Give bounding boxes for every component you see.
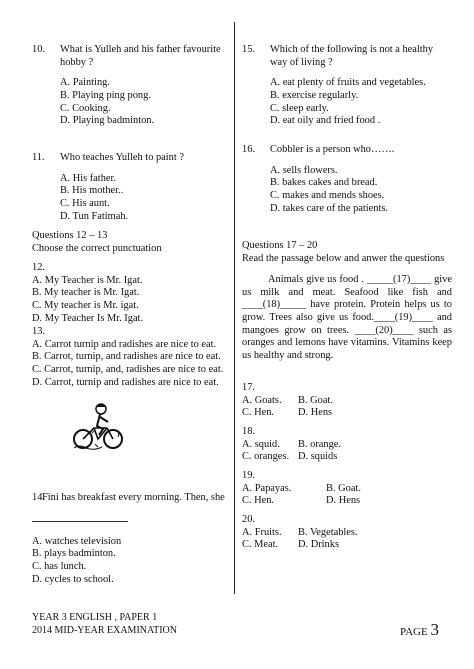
option-d[interactable]: D. cycles to school. bbox=[32, 573, 114, 585]
option-c[interactable]: C. His aunt. bbox=[60, 198, 110, 210]
options bbox=[242, 439, 452, 464]
question-number: 13. bbox=[32, 326, 45, 337]
option-d[interactable]: D. Carrot, turnip and radishes are nice to eat. bbox=[32, 376, 219, 388]
option-b[interactable]: B. Goat. bbox=[298, 394, 333, 406]
question-number: 11. bbox=[32, 152, 45, 163]
option-b[interactable]: B. bakes cakes and bread. bbox=[270, 177, 378, 189]
question-text: Fini has breakfast every morning. Then, she bbox=[42, 492, 225, 503]
option-d[interactable]: D. eat oily and fried food . bbox=[270, 115, 381, 127]
options bbox=[242, 77, 452, 128]
question-14 bbox=[32, 492, 228, 586]
option-d[interactable]: D. Playing badminton. bbox=[60, 115, 155, 127]
question-text: Which of the following is not a healthy way of living ? bbox=[270, 44, 434, 68]
option-b[interactable]: B. My teacher is Mr. Igat. bbox=[32, 287, 140, 299]
option-c[interactable]: C. Hen. bbox=[242, 495, 275, 507]
question-number: 18. bbox=[242, 426, 255, 437]
option-a[interactable]: A. Fruits. bbox=[242, 526, 282, 538]
option-c[interactable]: C. Meat. bbox=[242, 539, 279, 551]
page-label: PAGE bbox=[400, 626, 428, 638]
option-d[interactable]: D. My Teacher Is Mr. Igat. bbox=[32, 312, 144, 324]
option-a[interactable]: A. sells flowers. bbox=[270, 164, 338, 176]
option-b[interactable]: B. Vegetables. bbox=[298, 526, 358, 538]
options bbox=[32, 536, 228, 587]
question-16 bbox=[242, 144, 452, 215]
question-text: What is Yulleh and his father favourite hobby ? bbox=[60, 44, 221, 68]
right-column bbox=[242, 0, 452, 600]
question-text: Who teaches Yulleh to paint ? bbox=[60, 152, 184, 163]
instructions-text: Choose the correct punctuation bbox=[32, 242, 162, 254]
option-b[interactable]: B. His mother.. bbox=[60, 185, 124, 197]
option-c[interactable]: C. sleep early. bbox=[270, 102, 329, 114]
option-c[interactable]: C. Hen. bbox=[242, 407, 275, 419]
question-11 bbox=[32, 152, 228, 223]
instructions-heading: Questions 12 – 13 bbox=[32, 230, 108, 241]
options bbox=[242, 395, 452, 420]
options bbox=[242, 483, 452, 508]
question-number: 15. bbox=[242, 44, 255, 55]
option-d[interactable]: D. Tun Fatimah. bbox=[60, 210, 129, 222]
page-number: 3 bbox=[430, 620, 439, 639]
instructions-text: Read the passage below and anwer the questions bbox=[242, 252, 445, 264]
option-d[interactable]: D. Hens bbox=[326, 495, 361, 507]
footer-exam: 2014 MID-YEAR EXAMINATION bbox=[32, 624, 177, 636]
option-a[interactable]: A. His father. bbox=[60, 172, 116, 184]
question-number: 17. bbox=[242, 382, 255, 393]
question-number: 16. bbox=[242, 144, 255, 155]
question-13 bbox=[32, 326, 228, 389]
footer-subject: YEAR 3 ENGLISH , PAPER 1 bbox=[32, 612, 158, 623]
options bbox=[32, 77, 228, 128]
option-b[interactable]: B. Carrot, turnip, and radishes are nice to eat. bbox=[32, 351, 221, 363]
question-20 bbox=[242, 514, 452, 552]
option-c[interactable]: C. has lunch. bbox=[32, 561, 87, 573]
option-c[interactable]: C. My teacher is Mr. igat. bbox=[32, 300, 139, 312]
options bbox=[32, 173, 228, 224]
option-a[interactable]: A. watches television bbox=[32, 535, 122, 547]
option-a[interactable]: A. Painting. bbox=[60, 77, 110, 89]
reading-passage: Animals give us food . _____(17)____ give us milk and meat. Seafood like fish and ____(18)_____ have protein. Protein helps us to grow. Trees also give us food.____(19)____ and mangoes grow on trees. ____(20)____ such as oranges and lemons have vitamins. Vitamins keep us healthy and strong. bbox=[242, 274, 452, 362]
question-number: 14. bbox=[32, 492, 45, 503]
option-b[interactable]: B. Goat. bbox=[326, 482, 361, 494]
option-c[interactable]: C. makes and mends shoes. bbox=[270, 190, 385, 202]
child-cycling-illustration bbox=[72, 400, 124, 452]
exam-footer bbox=[32, 612, 177, 637]
instructions-12-13 bbox=[32, 230, 228, 255]
question-12 bbox=[32, 262, 228, 325]
option-a[interactable]: A. My Teacher is Mr. Igat. bbox=[32, 274, 143, 286]
option-d[interactable]: D. Hens bbox=[298, 407, 333, 419]
question-number: 20. bbox=[242, 514, 255, 525]
question-10 bbox=[32, 44, 228, 128]
options bbox=[242, 165, 452, 216]
instructions-17-20 bbox=[242, 240, 452, 265]
option-c[interactable]: C. oranges. bbox=[242, 451, 290, 463]
option-a[interactable]: A. squid. bbox=[242, 438, 280, 450]
option-b[interactable]: B. orange. bbox=[298, 438, 341, 450]
option-d[interactable]: D. takes care of the patients. bbox=[270, 202, 389, 214]
option-d[interactable]: D. squids bbox=[298, 451, 338, 463]
question-17 bbox=[242, 382, 452, 420]
options bbox=[242, 527, 452, 552]
option-a[interactable]: A. eat plenty of fruits and vegetables. bbox=[270, 77, 426, 89]
option-b[interactable]: B. exercise regularly. bbox=[270, 90, 359, 102]
question-number: 12. bbox=[32, 262, 45, 273]
question-number: 19. bbox=[242, 470, 255, 481]
question-18 bbox=[242, 426, 452, 464]
option-b[interactable]: B. Playing ping pong. bbox=[60, 90, 151, 102]
option-c[interactable]: C. Carrot, turnip, and, radishes are nice to eat. bbox=[32, 364, 224, 376]
question-19 bbox=[242, 470, 452, 508]
option-a[interactable]: A. Goats. bbox=[242, 394, 282, 406]
page-indicator bbox=[400, 620, 439, 641]
answer-blank bbox=[32, 511, 128, 522]
option-a[interactable]: A. Papayas. bbox=[242, 482, 292, 494]
column-divider bbox=[234, 22, 235, 594]
option-b[interactable]: B. plays badminton. bbox=[32, 548, 116, 560]
left-column bbox=[32, 0, 228, 600]
instructions-heading: Questions 17 – 20 bbox=[242, 240, 318, 251]
option-d[interactable]: D. Drinks bbox=[298, 539, 339, 551]
option-c[interactable]: C. Cooking. bbox=[60, 102, 111, 114]
question-number: 10. bbox=[32, 44, 45, 55]
question-15 bbox=[242, 44, 452, 128]
option-a[interactable]: A. Carrot turnip and radishes are nice to eat. bbox=[32, 338, 217, 350]
question-text: Cobbler is a person who……. bbox=[270, 144, 395, 155]
